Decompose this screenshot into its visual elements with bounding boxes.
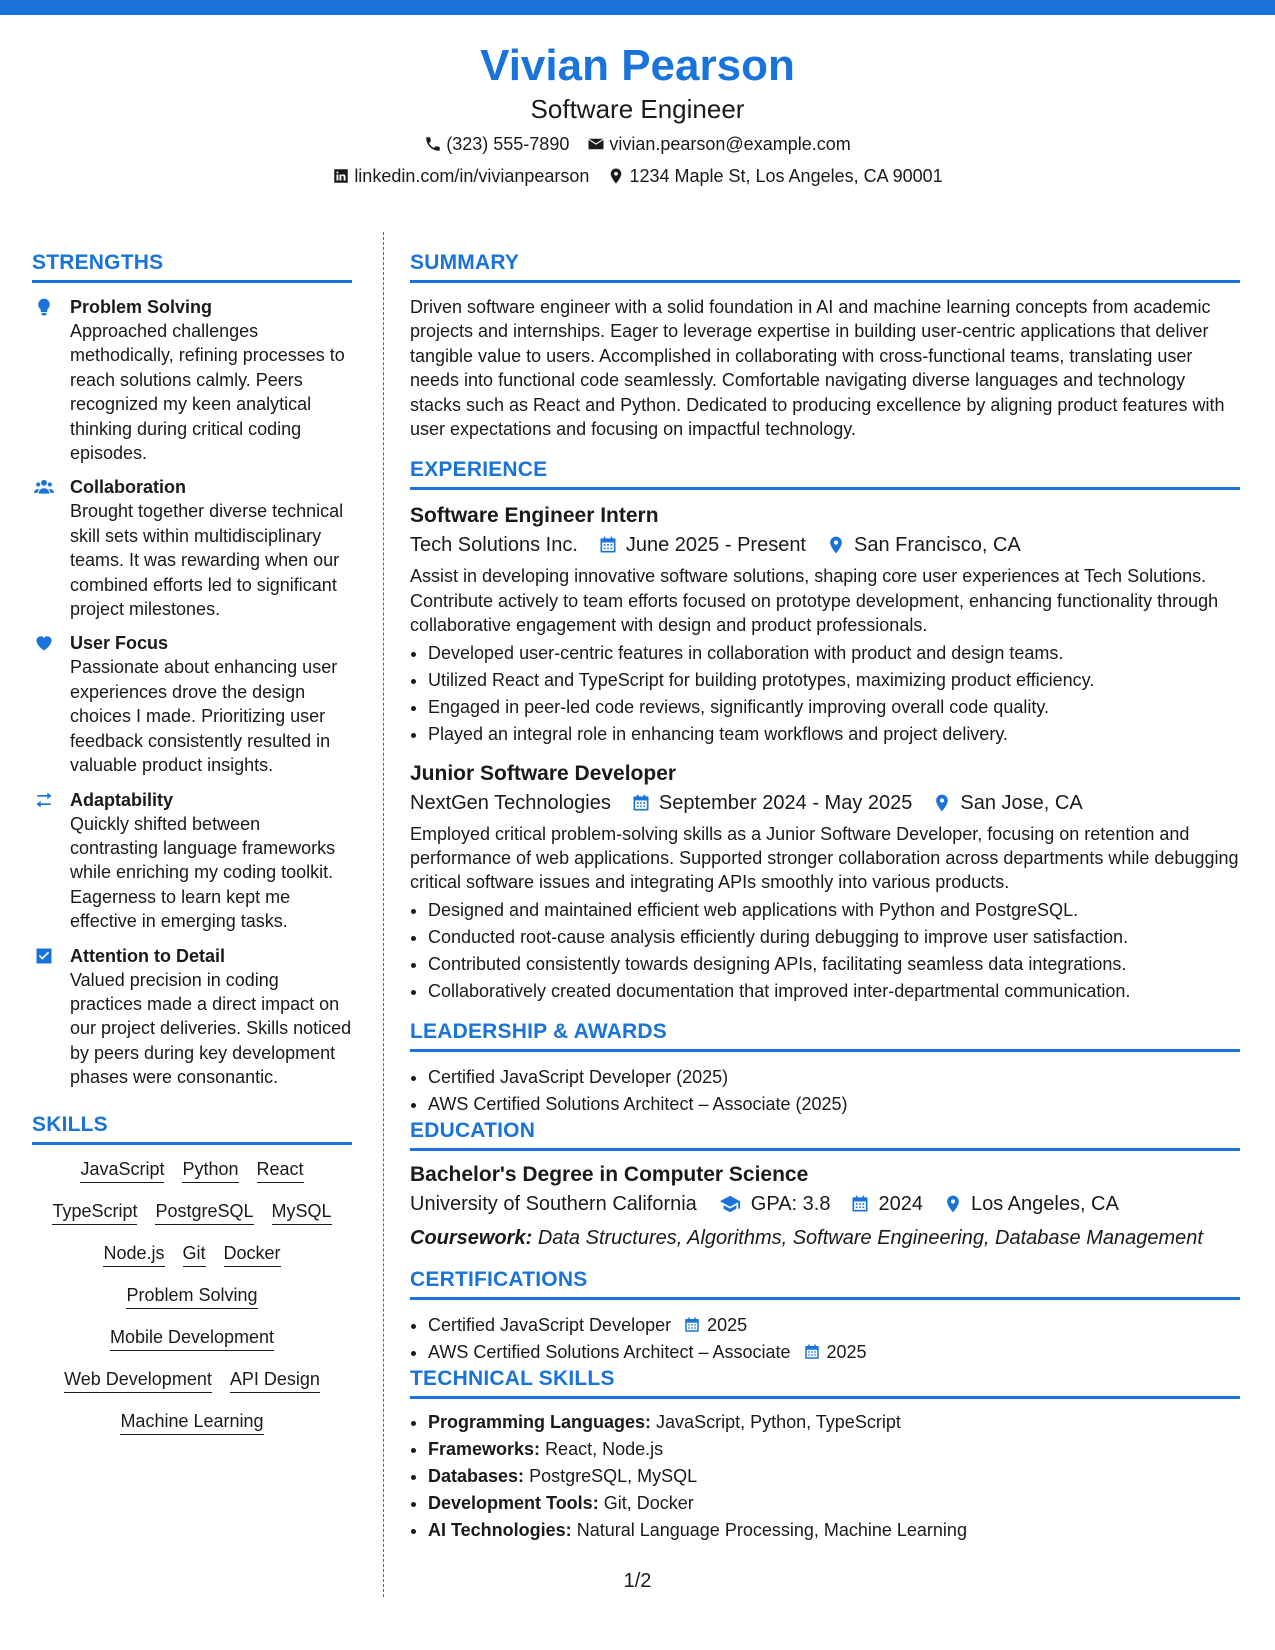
summary-heading: SUMMARY (410, 250, 1240, 283)
experience-heading: EXPERIENCE (410, 457, 1240, 490)
users-icon (34, 477, 54, 497)
job-dates: June 2025 - Present (625, 534, 806, 557)
heart-icon (34, 633, 54, 653)
certifications-list (410, 1312, 1240, 1366)
strength-title: Adaptability (70, 789, 174, 810)
technical-skill-label: AI Technologies: (428, 1519, 572, 1540)
job-bullet: • Developed user-centric features in collaboration with product and design teams. (428, 640, 1240, 667)
certification-line (428, 1339, 867, 1366)
education-year: 2024 (878, 1192, 923, 1215)
candidate-name: Vivian Pearson (480, 41, 795, 90)
job-location: San Francisco, CA (854, 534, 1021, 557)
top-accent-bar (0, 0, 1275, 15)
technical-skill-item (428, 1436, 1240, 1463)
certification-line (428, 1312, 747, 1339)
certification-name: • Certified JavaScript Developer (428, 1314, 672, 1335)
job-meta (410, 530, 1240, 560)
education-coursework (410, 1223, 1240, 1253)
job-entry (410, 502, 1240, 747)
strength-icon-wrap (32, 295, 56, 465)
leadership-heading: LEADERSHIP & AWARDS (410, 1019, 1240, 1052)
job-title: Junior Software Developer (410, 761, 677, 785)
experience-list (410, 502, 1240, 1004)
technical-skill-value: JavaScript, Python, TypeScript (656, 1411, 901, 1432)
calendar-icon (803, 1343, 821, 1361)
strength-title: Collaboration (70, 477, 186, 498)
skill-tag: Docker (224, 1241, 281, 1267)
strength-icon-wrap (32, 788, 56, 934)
strengths-heading: STRENGTHS (32, 250, 352, 283)
strength-item (32, 631, 352, 777)
skill-tag: MySQL (272, 1199, 332, 1225)
strength-icon-wrap (32, 475, 56, 621)
arrows-exchange-icon (34, 790, 54, 810)
left-column (32, 250, 352, 1451)
job-bullets (410, 897, 1240, 1005)
job-company: NextGen Technologies (410, 791, 611, 814)
job-description: Employed critical problem-solving skills as a Junior Software Developer, focusing on retention and performance of web applications. Supported stronger collaboration across departments while debugging critical software issues and integrating APIs smoothly into various products. (410, 823, 1239, 893)
contact-row-1 (0, 132, 1275, 156)
skill-row (32, 1157, 352, 1183)
calendar-icon (598, 535, 618, 555)
job-bullet: • Designed and maintained efficient web applications with Python and PostgreSQL. (428, 897, 1240, 924)
phone-text: (323) 555-7890 (446, 134, 570, 154)
skill-tag: React (257, 1157, 304, 1183)
technical-skill-value: PostgreSQL, MySQL (529, 1465, 698, 1486)
skill-tag: Git (183, 1241, 206, 1267)
technical-skill-value: Git, Docker (603, 1492, 694, 1513)
page-number: 1/2 (623, 1570, 652, 1592)
job-bullet: • Contributed consistently towards designing APIs, facilitating seamless data integrations. (428, 951, 1240, 978)
right-column (410, 250, 1240, 1544)
strength-body (70, 475, 352, 621)
certification-item (428, 1339, 1240, 1366)
job-bullet: • Utilized React and TypeScript for building prototypes, maximizing product efficiency. (428, 667, 1240, 694)
skill-row (32, 1409, 352, 1435)
calendar-icon (683, 1316, 701, 1334)
education-heading: EDUCATION (410, 1118, 1240, 1151)
job-bullets (410, 640, 1240, 748)
skill-tag: TypeScript (52, 1199, 137, 1225)
skill-tag: Mobile Development (110, 1325, 274, 1351)
technical-skill-item (428, 1463, 1240, 1490)
skill-tag: Python (182, 1157, 238, 1183)
technical-skill-label: Frameworks: (428, 1438, 541, 1459)
resume-header (0, 40, 1275, 188)
strength-description: Brought together diverse technical skill sets within multidisciplinary teams. It was rewarding when our combined efforts led to significant project milestones. (70, 501, 344, 620)
contact-row-2 (0, 164, 1275, 188)
strength-title: Attention to Detail (70, 945, 225, 966)
skill-tag: Node.js (103, 1241, 164, 1267)
job-dates: September 2024 - May 2025 (658, 791, 913, 814)
checkbox-icon (34, 946, 54, 966)
education-school: University of Southern California (410, 1192, 697, 1215)
technical-skill-item (428, 1517, 1240, 1544)
strength-item (32, 944, 352, 1090)
technical-skill-item (428, 1490, 1240, 1517)
job-bullet: • Collaboratively created documentation that improved inter-departmental communication. (428, 978, 1240, 1005)
education-meta (410, 1189, 1240, 1219)
linkedin-icon (332, 167, 350, 185)
envelope-icon (587, 135, 605, 153)
summary-text: Driven software engineer with a solid foundation in AI and machine learning concepts from academic projects and internships. Eager to leverage expertise in building user-centric applications that deliver tangible value to users. Accomplished in collaborating with cross-functional teams, translating user needs into functional code seamlessly. Comfortable navigating diverse languages and technology stacks such as React and Python. Dedicated to producing excellence by aligning product features with user expectations and focusing on impactful technology. (410, 297, 1225, 440)
column-divider (383, 232, 384, 1597)
certification-year: 2025 (707, 1314, 748, 1335)
skill-tag: JavaScript (80, 1157, 164, 1183)
map-pin-icon (932, 793, 952, 813)
skills-list (32, 1157, 352, 1435)
job-location: San Jose, CA (960, 791, 1083, 814)
graduation-cap-icon (717, 1193, 743, 1215)
skill-row (32, 1367, 352, 1393)
skill-row (32, 1283, 352, 1309)
strength-item (32, 788, 352, 934)
skill-tag: Problem Solving (126, 1283, 257, 1309)
job-description: Assist in developing innovative software solutions, shaping core user experiences at Tech Solutions. Contribute actively to team efforts focused on prototype development, enhancing functionality through collaborative engagement with design and product professionals. (410, 566, 1219, 636)
address-text: 1234 Maple St, Los Angeles, CA 90001 (629, 166, 943, 186)
technical-skill-label: Development Tools: (428, 1492, 599, 1513)
coursework-label: Coursework: (410, 1226, 533, 1249)
strength-icon-wrap (32, 631, 56, 777)
job-bullet: • Played an integral role in enhancing team workflows and project delivery. (428, 721, 1240, 748)
technical-skills-heading: TECHNICAL SKILLS (410, 1366, 1240, 1399)
strength-description: Passionate about enhancing user experiences drove the design choices I made. Prioritizing user feedback consistently resulted in valuable product insights. (70, 657, 338, 776)
skill-tag: API Design (230, 1367, 320, 1393)
strengths-list (32, 295, 352, 1090)
strength-icon-wrap (32, 944, 56, 1090)
technical-skill-value: React, Node.js (545, 1438, 664, 1459)
coursework-text: Data Structures, Algorithms, Software Engineering, Database Management (537, 1226, 1203, 1249)
job-bullet: • Engaged in peer-led code reviews, significantly improving overall code quality. (428, 694, 1240, 721)
strength-body (70, 631, 352, 777)
candidate-role: Software Engineer (530, 94, 745, 124)
strength-item (32, 295, 352, 465)
skill-tag: Machine Learning (120, 1409, 263, 1435)
linkedin-contact[interactable] (332, 164, 589, 188)
map-pin-icon (607, 167, 625, 185)
technical-skill-value: Natural Language Processing, Machine Learning (576, 1519, 967, 1540)
certification-name: • AWS Certified Solutions Architect – Associate (428, 1341, 791, 1362)
address-contact (607, 164, 942, 188)
phone-contact (424, 132, 569, 156)
award-item: • Certified JavaScript Developer (2025) (428, 1064, 1240, 1091)
education-location: Los Angeles, CA (970, 1192, 1119, 1215)
job-company: Tech Solutions Inc. (410, 534, 578, 557)
technical-skills-list (410, 1409, 1240, 1544)
job-bullet: • Conducted root-cause analysis efficiently during debugging to improve user satisfaction. (428, 924, 1240, 951)
skill-row (32, 1325, 352, 1351)
email-text[interactable]: vivian.pearson@example.com (609, 134, 851, 154)
strength-description: Quickly shifted between contrasting language frameworks while enriching my coding toolkit. Eagerness to learn kept me effective in emerging tasks. (70, 813, 336, 932)
certifications-heading: CERTIFICATIONS (410, 1267, 1240, 1300)
technical-skill-label: Databases: (428, 1465, 525, 1486)
skill-row (32, 1199, 352, 1225)
certification-item (428, 1312, 1240, 1339)
lightbulb-icon (34, 297, 54, 317)
skill-tag: PostgreSQL (155, 1199, 253, 1225)
education-degree: Bachelor's Degree in Computer Science (410, 1162, 809, 1186)
calendar-icon (631, 793, 651, 813)
strength-description: Valued precision in coding practices made a direct impact on our project deliveries. Skills noticed by peers during key development phases were consonantic. (70, 969, 352, 1088)
strength-description: Approached challenges methodically, refining processes to reach solutions calmly. Peers recognized my keen analytical thinking during critical coding episodes. (70, 321, 345, 464)
education-gpa: GPA: 3.8 (750, 1192, 831, 1215)
strength-body (70, 944, 352, 1090)
map-pin-icon (826, 535, 846, 555)
technical-skill-item (428, 1409, 1240, 1436)
technical-skill-label: Programming Languages: (428, 1411, 652, 1432)
skill-row (32, 1241, 352, 1267)
skills-heading: SKILLS (32, 1112, 352, 1145)
award-item: • AWS Certified Solutions Architect – Associate (2025) (428, 1091, 1240, 1118)
strength-body (70, 788, 352, 934)
job-meta (410, 788, 1240, 818)
calendar-icon (850, 1194, 870, 1214)
skill-tag: Web Development (64, 1367, 212, 1393)
strength-title: User Focus (70, 633, 169, 654)
certification-year: 2025 (826, 1341, 867, 1362)
phone-icon (424, 135, 442, 153)
strength-title: Problem Solving (70, 297, 213, 317)
job-title: Software Engineer Intern (410, 504, 659, 528)
map-pin-icon (943, 1194, 963, 1214)
linkedin-text[interactable]: linkedin.com/in/vivianpearson (354, 166, 590, 186)
strength-item (32, 475, 352, 621)
leadership-list (410, 1064, 1240, 1118)
job-entry (410, 760, 1240, 1005)
email-contact[interactable] (587, 132, 850, 156)
strength-body (70, 295, 352, 465)
